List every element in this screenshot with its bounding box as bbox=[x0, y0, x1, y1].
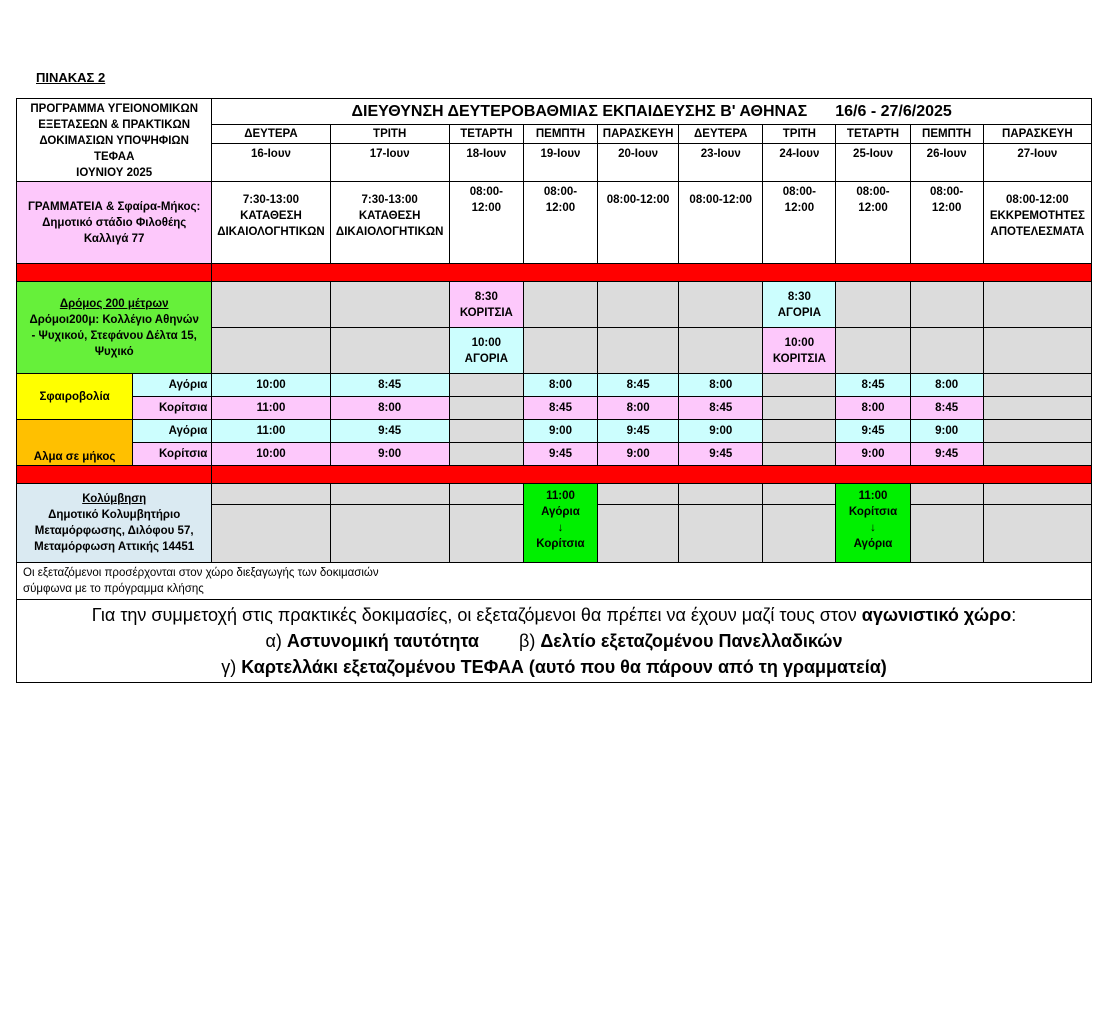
footer-row bbox=[17, 600, 1092, 683]
cell-line: Αγόρια bbox=[541, 506, 580, 518]
time-cell: 9:00 bbox=[679, 420, 763, 443]
empty-cell bbox=[763, 374, 836, 397]
time-cell: 8:00 bbox=[910, 374, 983, 397]
time-cell: 9:00 bbox=[523, 420, 597, 443]
time-cell: 8:45 bbox=[679, 397, 763, 420]
secretariat-cell bbox=[910, 182, 983, 264]
swimming-title: Κολύμβηση bbox=[82, 493, 147, 505]
time-cell: 11:00 bbox=[212, 397, 330, 420]
footer-line-3 bbox=[17, 654, 1091, 680]
day-date-cell: 16-Ιουν bbox=[212, 143, 330, 181]
slot-line: 10:00 bbox=[784, 336, 815, 349]
cell-line: 12:00 bbox=[471, 202, 502, 214]
time-cell: 9:45 bbox=[679, 443, 763, 466]
empty-cell bbox=[212, 282, 330, 328]
cell-line: ΔΙΚΑΙΟΛΟΓΗΤΙΚΩΝ bbox=[217, 226, 325, 238]
time-cell: 8:00 bbox=[836, 397, 910, 420]
time-cell: 9:45 bbox=[910, 443, 983, 466]
day-date-cell: 19-Ιουν bbox=[523, 143, 597, 181]
cell-line: σύμφωνα με το πρόγραμμα κλήσης bbox=[23, 583, 204, 595]
secretariat-cell bbox=[836, 182, 910, 264]
secretariat-cell bbox=[212, 182, 330, 264]
empty-cell bbox=[598, 328, 679, 374]
run200-label bbox=[17, 282, 212, 374]
slot-line: ΚΟΡΙΤΣΙΑ bbox=[772, 352, 826, 365]
secretariat-cell bbox=[679, 182, 763, 264]
empty-cell bbox=[910, 328, 983, 374]
cell-line: ΔΟΚΙΜΑΣΙΩΝ ΥΠΟΨΗΦΙΩΝ bbox=[39, 135, 189, 147]
empty-cell bbox=[449, 505, 523, 563]
cell-line: 08:00- bbox=[543, 186, 578, 198]
time-cell: 8:45 bbox=[330, 374, 449, 397]
footer-line-2 bbox=[17, 628, 1091, 654]
time-cell: 9:45 bbox=[330, 420, 449, 443]
secretariat-label bbox=[17, 182, 212, 264]
cell-line: ΠΡΟΓΡΑΜΜΑ ΥΓΕΙΟΝΟΜΙΚΩΝ bbox=[30, 103, 198, 115]
footer-text: α) bbox=[265, 631, 287, 651]
run200-slot bbox=[763, 328, 836, 374]
run200-title: Δρόμος 200 μέτρων bbox=[59, 297, 169, 310]
footer-bold: αγωνιστικό χώρο bbox=[861, 605, 1012, 625]
empty-cell bbox=[523, 328, 597, 374]
empty-cell bbox=[910, 505, 983, 563]
swim-slot bbox=[523, 484, 597, 563]
time-cell: 10:00 bbox=[212, 443, 330, 466]
empty-cell bbox=[679, 282, 763, 328]
cell-line: 12:00 bbox=[931, 202, 962, 214]
empty-cell bbox=[330, 282, 449, 328]
time-cell: 9:00 bbox=[836, 443, 910, 466]
note-row bbox=[17, 563, 1092, 600]
cell-line: 11:00 bbox=[546, 490, 575, 502]
time-cell: 8:00 bbox=[330, 397, 449, 420]
empty-cell bbox=[679, 484, 763, 505]
day-date-cell: 20-Ιουν bbox=[598, 143, 679, 181]
separator-cell bbox=[17, 264, 212, 282]
note-cell bbox=[17, 563, 1092, 600]
empty-cell bbox=[449, 397, 523, 420]
time-cell: 8:00 bbox=[679, 374, 763, 397]
empty-cell bbox=[523, 282, 597, 328]
run200-slot bbox=[449, 282, 523, 328]
time-cell: 10:00 bbox=[212, 374, 330, 397]
empty-cell bbox=[910, 282, 983, 328]
day-date-cell: 27-Ιουν bbox=[983, 143, 1091, 181]
empty-cell bbox=[330, 505, 449, 563]
run200-row-1 bbox=[17, 282, 1092, 328]
time-cell: 9:00 bbox=[910, 420, 983, 443]
day-name-cell: ΤΕΤΑΡΤΗ bbox=[449, 125, 523, 143]
red-separator-2 bbox=[17, 466, 1092, 484]
cell-line: 08:00-12:00 bbox=[606, 194, 670, 206]
swimming-label-line: Μεταμόρφωσης, Διλόφου 57, bbox=[34, 525, 194, 537]
time-cell: 8:45 bbox=[910, 397, 983, 420]
page-title: ΠΙΝΑΚΑΣ 2 bbox=[36, 70, 106, 85]
empty-cell bbox=[763, 505, 836, 563]
day-date-cell: 18-Ιουν bbox=[449, 143, 523, 181]
cell-line: 7:30-13:00 bbox=[242, 194, 300, 206]
run200-label-line: - Ψυχικού, Στεφάνου Δέλτα 15, bbox=[31, 329, 197, 342]
program-title-cell bbox=[17, 99, 212, 182]
secretariat-cell bbox=[449, 182, 523, 264]
shotput-girls-row bbox=[17, 397, 1092, 420]
time-cell: 8:00 bbox=[523, 374, 597, 397]
day-date-cell: 26-Ιουν bbox=[910, 143, 983, 181]
swim-row-1 bbox=[17, 484, 1092, 505]
empty-cell bbox=[983, 397, 1091, 420]
separator-cell bbox=[17, 466, 212, 484]
day-name-cell: ΔΕΥΤΕΡΑ bbox=[212, 125, 330, 143]
secretariat-cell bbox=[983, 182, 1091, 264]
cell-line: ΑΠΟΤΕΛΕΣΜΑΤΑ bbox=[990, 226, 1085, 238]
empty-cell bbox=[763, 420, 836, 443]
cell-line: Οι εξεταζόμενοι προσέρχονται στον χώρο διεξαγωγής των δοκιμασιών bbox=[23, 567, 379, 579]
time-cell: 8:45 bbox=[836, 374, 910, 397]
day-name-cell: ΤΕΤΑΡΤΗ bbox=[836, 125, 910, 143]
cell-line: Κορίτσια bbox=[536, 538, 585, 550]
empty-cell bbox=[212, 484, 330, 505]
day-name-cell: ΠΑΡΑΣΚΕΥΗ bbox=[598, 125, 679, 143]
longjump-label: Αλμα σε μήκος bbox=[17, 420, 133, 466]
empty-cell bbox=[212, 505, 330, 563]
cell-line: 08:00- bbox=[856, 186, 890, 198]
secretariat-cell bbox=[523, 182, 597, 264]
shotput-boys-row bbox=[17, 374, 1092, 397]
cell-line: 08:00-12:00 bbox=[1006, 194, 1069, 206]
time-cell: 8:00 bbox=[598, 397, 679, 420]
cell-line: Καλλιγά 77 bbox=[83, 232, 145, 245]
run200-label-line: Δρόμοι200μ: Κολλέγιο Αθηνών bbox=[29, 313, 199, 326]
footer-text: Για την συμμετοχή στις πρακτικές δοκιμασίες, οι εξεταζόμενοι θα πρέπει να έχουν μαζί τους στον bbox=[91, 605, 862, 625]
empty-cell bbox=[983, 505, 1091, 563]
swim-slot bbox=[836, 484, 910, 563]
secretariat-cell bbox=[763, 182, 836, 264]
empty-cell bbox=[598, 484, 679, 505]
empty-cell bbox=[983, 282, 1091, 328]
slot-line: 8:30 bbox=[474, 290, 498, 303]
run200-label-line: Ψυχικό bbox=[94, 345, 134, 358]
main-title: ΔΙΕΥΘΥΝΣΗ ΔΕΥΤΕΡΟΒΑΘΜΙΑΣ ΕΚΠΑΙΔΕΥΣΗΣ Β' ΑΘΗΝΑΣ bbox=[351, 102, 808, 120]
cell-line: ΚΑΤΑΘΕΣΗ bbox=[240, 210, 302, 222]
empty-cell bbox=[763, 443, 836, 466]
secretariat-cell bbox=[598, 182, 679, 264]
footer-text: β) bbox=[518, 631, 541, 651]
separator-cell bbox=[212, 466, 1092, 484]
cell-line: ΓΡΑΜΜΑΤΕΙΑ & Σφαίρα-Μήκος: bbox=[28, 200, 201, 213]
shotput-label: Σφαιροβολία bbox=[17, 374, 133, 420]
day-name-cell: ΠΕΜΠΤΗ bbox=[523, 125, 597, 143]
slot-line: 8:30 bbox=[787, 290, 811, 303]
cell-line: ΕΞΕΤΑΣΕΩΝ & ΠΡΑΚΤΙΚΩΝ bbox=[38, 119, 191, 131]
slot-line: ΑΓΟΡΙΑ bbox=[464, 352, 509, 365]
main-title-cell bbox=[212, 99, 1092, 125]
longjump-girls-row bbox=[17, 443, 1092, 466]
slot-line: ΑΓΟΡΙΑ bbox=[777, 306, 822, 319]
footer-bold: Αστυνομική ταυτότητα bbox=[286, 631, 479, 651]
footer-text: γ) bbox=[221, 657, 242, 677]
run200-slot bbox=[449, 328, 523, 374]
cell-line: ΚΑΤΑΘΕΣΗ bbox=[358, 210, 421, 222]
cell-line: 08:00- bbox=[782, 186, 817, 198]
cell-line: Αγόρια bbox=[853, 538, 893, 550]
day-name-cell: ΤΡΙΤΗ bbox=[330, 125, 449, 143]
gender-label: Κορίτσια bbox=[133, 397, 212, 420]
empty-cell bbox=[763, 484, 836, 505]
cell-line: 12:00 bbox=[545, 202, 576, 214]
time-cell: 8:45 bbox=[523, 397, 597, 420]
secretariat-row bbox=[17, 182, 1092, 264]
gender-label: Αγόρια bbox=[133, 374, 212, 397]
time-cell: 9:00 bbox=[598, 443, 679, 466]
empty-cell bbox=[212, 328, 330, 374]
empty-cell bbox=[598, 505, 679, 563]
slot-line: 10:00 bbox=[471, 336, 502, 349]
secretariat-cell bbox=[330, 182, 449, 264]
header-row-title bbox=[17, 99, 1092, 125]
cell-line: 08:00- bbox=[930, 186, 964, 198]
gender-label: Αγόρια bbox=[133, 420, 212, 443]
cell-line: 12:00 bbox=[784, 202, 815, 214]
date-range: 16/6 - 27/6/2025 bbox=[835, 102, 952, 120]
footer-text: : bbox=[1011, 605, 1017, 625]
footer-line-1 bbox=[17, 602, 1091, 628]
empty-cell bbox=[910, 484, 983, 505]
day-date-cell: 25-Ιουν bbox=[836, 143, 910, 181]
empty-cell bbox=[679, 328, 763, 374]
time-cell: 11:00 bbox=[212, 420, 330, 443]
time-cell: 8:45 bbox=[598, 374, 679, 397]
cell-line: ΙΟΥΝΙΟΥ 2025 bbox=[76, 167, 153, 179]
day-name-cell: ΔΕΥΤΕΡΑ bbox=[679, 125, 763, 143]
empty-cell bbox=[983, 443, 1091, 466]
cell-line: 08:00-12:00 bbox=[689, 194, 753, 206]
cell-line: Κορίτσια bbox=[848, 506, 898, 518]
schedule-table bbox=[16, 98, 1092, 683]
empty-cell bbox=[983, 484, 1091, 505]
swimming-label bbox=[17, 484, 212, 563]
cell-line: Δημοτικό στάδιο Φιλοθέης bbox=[42, 216, 187, 229]
empty-cell bbox=[679, 505, 763, 563]
empty-cell bbox=[330, 484, 449, 505]
cell-line: ΕΚΚΡΕΜΟΤΗΤΕΣ bbox=[989, 210, 1085, 222]
gender-label: Κορίτσια bbox=[133, 443, 212, 466]
empty-cell bbox=[836, 328, 910, 374]
day-name-cell: ΠΕΜΠΤΗ bbox=[910, 125, 983, 143]
footer-bold: Καρτελλάκι εξεταζομένου ΤΕΦΑΑ (αυτό που θα πάρουν από τη γραμματεία) bbox=[241, 657, 887, 677]
empty-cell bbox=[983, 328, 1091, 374]
cell-line: 08:00- bbox=[469, 186, 503, 198]
day-date-cell: 24-Ιουν bbox=[763, 143, 836, 181]
day-date-cell: 17-Ιουν bbox=[330, 143, 449, 181]
empty-cell bbox=[449, 443, 523, 466]
cell-line: 12:00 bbox=[858, 202, 888, 214]
empty-cell bbox=[598, 282, 679, 328]
day-name-cell: ΠΑΡΑΣΚΕΥΗ bbox=[983, 125, 1091, 143]
day-date-cell: 23-Ιουν bbox=[679, 143, 763, 181]
cell-line: ↓ bbox=[870, 522, 876, 534]
day-name-cell: ΤΡΙΤΗ bbox=[763, 125, 836, 143]
separator-cell bbox=[212, 264, 1092, 282]
time-cell: 9:45 bbox=[836, 420, 910, 443]
empty-cell bbox=[449, 484, 523, 505]
longjump-boys-row bbox=[17, 420, 1092, 443]
empty-cell bbox=[330, 328, 449, 374]
run200-slot bbox=[763, 282, 836, 328]
cell-line: ΔΙΚΑΙΟΛΟΓΗΤΙΚΩΝ bbox=[335, 226, 444, 238]
swimming-label-line: Μεταμόρφωση Αττικής 14451 bbox=[34, 541, 195, 553]
red-separator bbox=[17, 264, 1092, 282]
swimming-label-line: Δημοτικό Κολυμβητήριο bbox=[48, 509, 181, 521]
footer-bold: Δελτίο εξεταζομένου Πανελλαδικών bbox=[540, 631, 843, 651]
time-cell: 9:45 bbox=[523, 443, 597, 466]
cell-line: ↓ bbox=[557, 522, 564, 534]
empty-cell bbox=[983, 420, 1091, 443]
time-cell: 9:45 bbox=[598, 420, 679, 443]
cell-line: ΤΕΦΑΑ bbox=[93, 151, 135, 163]
empty-cell bbox=[449, 420, 523, 443]
cell-line: 7:30-13:00 bbox=[361, 194, 418, 206]
empty-cell bbox=[983, 374, 1091, 397]
slot-line: ΚΟΡΙΤΣΙΑ bbox=[459, 306, 513, 319]
empty-cell bbox=[763, 397, 836, 420]
empty-cell bbox=[449, 374, 523, 397]
empty-cell bbox=[836, 282, 910, 328]
footer-cell bbox=[17, 600, 1092, 683]
time-cell: 9:00 bbox=[330, 443, 449, 466]
cell-line: 11:00 bbox=[858, 490, 888, 502]
